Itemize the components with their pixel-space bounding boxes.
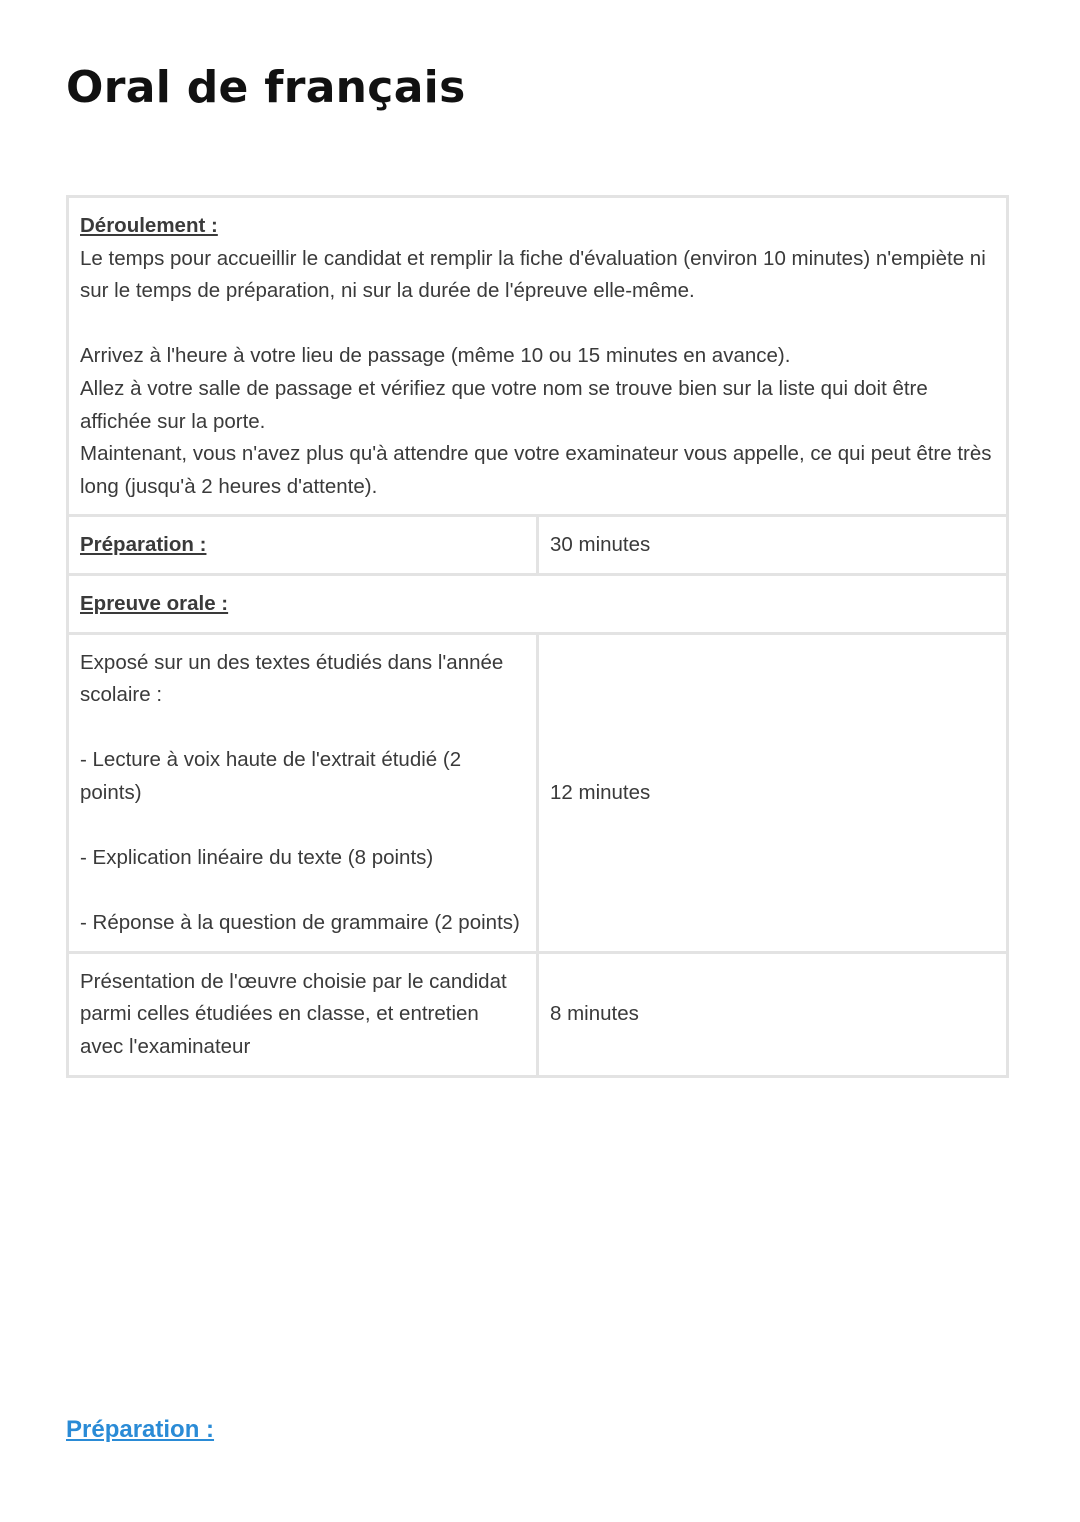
expose-item-explication: - Explication linéaire du texte (8 points) — [80, 846, 434, 870]
preparation-label: Préparation : — [80, 533, 207, 557]
paragraph-spacer — [80, 875, 525, 908]
paragraph-spacer — [80, 712, 525, 745]
epreuve-label: Epreuve orale : — [80, 591, 229, 615]
deroulement-paragraph-1: Le temps pour accueillir le candidat et remplir la fiche d'évaluation (environ 10 minutes) n'empiète ni sur le temps de préparation, ni sur la durée de l'épreuve elle-même. — [80, 246, 986, 303]
preparation-value: 30 minutes — [538, 516, 1008, 575]
page-title: Oral de français — [66, 62, 466, 113]
preparation-section-link[interactable]: Préparation : — [66, 1416, 215, 1443]
expose-item-lecture: - Lecture à voix haute de l'extrait étudié (2 points) — [80, 748, 462, 804]
table-row-epreuve — [68, 574, 1008, 633]
expose-intro: Exposé sur un des textes étudiés dans l'année scolaire : — [80, 650, 504, 707]
presentation-duration: 8 minutes — [538, 952, 1008, 1076]
table-row-deroulement — [68, 197, 1008, 516]
exam-info-table — [66, 195, 1009, 1078]
deroulement-heading: Déroulement : — [80, 214, 218, 237]
paragraph-spacer — [80, 308, 995, 341]
table-row-presentation — [68, 952, 1008, 1076]
deroulement-line-salle: Allez à votre salle de passage et vérifiez que votre nom se trouve bien sur la liste qui doit être affichée sur la porte. — [80, 376, 928, 433]
epreuve-label-cell — [68, 574, 1008, 633]
presentation-description: Présentation de l'œuvre choisie par le candidat parmi celles étudiées en classe, et entretien avec l'examinateur — [68, 952, 538, 1076]
paragraph-spacer — [80, 810, 525, 843]
expose-duration: 12 minutes — [538, 633, 1008, 952]
expose-description-cell — [68, 633, 538, 952]
table-row-expose — [68, 633, 1008, 952]
table-row-preparation — [68, 516, 1008, 575]
preparation-label-cell — [68, 516, 538, 575]
deroulement-line-attente: Maintenant, vous n'avez plus qu'à attendre que votre examinateur vous appelle, ce qui peut être très long (jusqu'à 2 heures d'attente). — [80, 442, 992, 498]
expose-item-grammaire: - Réponse à la question de grammaire (2 points) — [80, 911, 520, 935]
deroulement-line-arrive: Arrivez à l'heure à votre lieu de passage (même 10 ou 15 minutes en avance). — [80, 344, 791, 368]
deroulement-cell — [68, 197, 1008, 516]
